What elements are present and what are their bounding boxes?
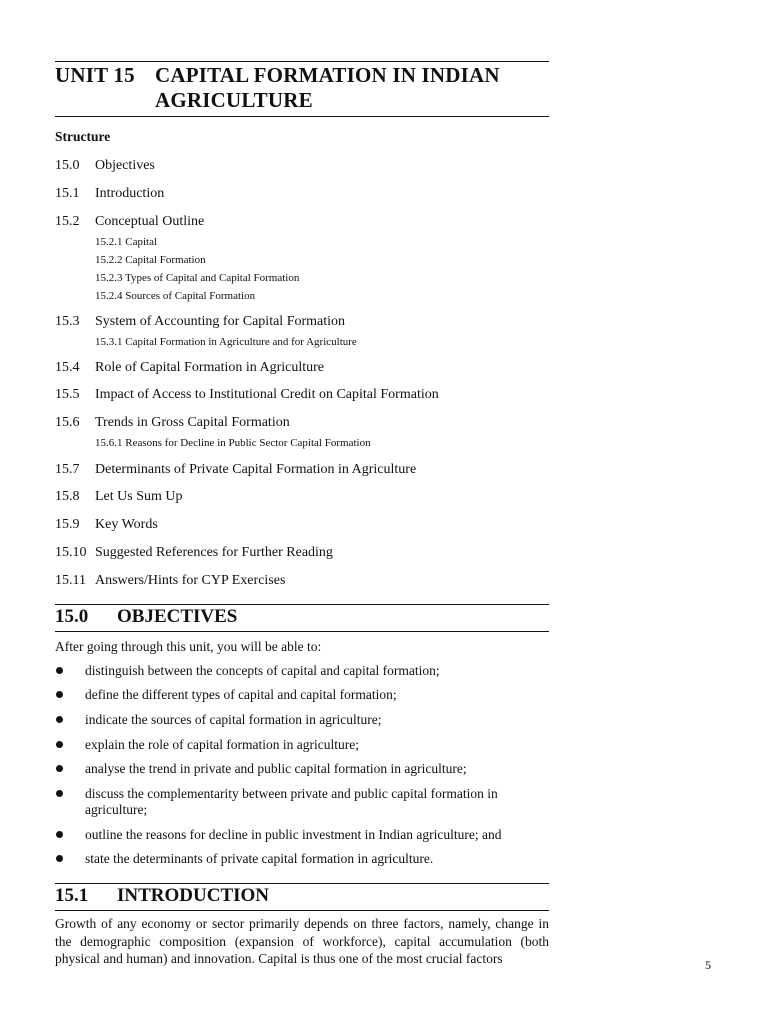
bullet-dot <box>56 855 63 862</box>
bullet-dot <box>56 765 63 772</box>
list-item <box>55 687 549 703</box>
toc-num: 15.2 <box>55 214 80 229</box>
page-number: 5 <box>705 958 711 972</box>
bullet-dot <box>56 790 63 797</box>
toc-num: 15.4 <box>55 360 80 375</box>
toc-subitem: 15.3.1 Capital Formation in Agriculture and for Agriculture <box>95 336 357 348</box>
bullet-dot <box>56 716 63 723</box>
bullet-dot <box>56 667 63 674</box>
toc-item <box>55 572 285 590</box>
section-title: INTRODUCTION <box>117 885 270 906</box>
toc-item <box>55 359 324 377</box>
section-title: OBJECTIVES <box>117 606 238 627</box>
toc-label: Key Words <box>95 517 158 532</box>
toc-subitem: 15.6.1 Reasons for Decline in Public Sector Capital Formation <box>95 437 371 449</box>
toc-label: System of Accounting for Capital Formation <box>95 314 346 329</box>
list-item-text: state the determinants of private capital formation in agriculture. <box>85 851 434 866</box>
toc-label: Suggested References for Further Reading <box>95 545 333 560</box>
objectives-heading <box>55 606 237 628</box>
toc-label: Objectives <box>95 158 155 173</box>
unit-number: UNIT 15 <box>55 63 135 87</box>
toc-num: 15.0 <box>55 158 80 173</box>
toc-item <box>55 488 183 506</box>
title-bottom-rule <box>55 116 549 117</box>
introduction-bottom-rule <box>55 910 549 911</box>
introduction-heading <box>55 885 269 907</box>
unit-title-line1: CAPITAL FORMATION IN INDIAN <box>155 63 500 87</box>
toc-item <box>55 313 345 331</box>
list-item <box>55 761 549 777</box>
bullet-dot <box>56 741 63 748</box>
toc-num: 15.7 <box>55 462 80 477</box>
toc-subitem: 15.2.3 Types of Capital and Capital Formation <box>95 272 300 284</box>
section-number: 15.1 <box>55 885 89 906</box>
toc-label: Trends in Gross Capital Formation <box>95 415 290 430</box>
list-item <box>55 786 549 818</box>
list-item-text: outline the reasons for decline in public investment in Indian agriculture; and <box>85 827 502 842</box>
toc-subitem: 15.2.4 Sources of Capital Formation <box>95 290 256 302</box>
objectives-bottom-rule <box>55 631 549 632</box>
bullet-dot <box>56 831 63 838</box>
toc-subitem: 15.2.1 Capital <box>95 236 158 248</box>
list-item-text: analyse the trend in private and public capital formation in agriculture; <box>85 761 467 776</box>
toc-subitem: 15.2.2 Capital Formation <box>95 254 206 266</box>
toc-num: 15.8 <box>55 489 80 504</box>
list-item <box>55 827 549 843</box>
toc-num: 15.5 <box>55 387 80 402</box>
toc-label: Determinants of Private Capital Formation in Agriculture <box>95 462 417 477</box>
unit-title <box>55 63 549 113</box>
toc-item <box>55 157 155 175</box>
toc-num: 15.1 <box>55 186 80 201</box>
toc-item <box>55 386 439 404</box>
toc-label: Role of Capital Formation in Agriculture <box>95 360 325 375</box>
list-item-text: distinguish between the concepts of capital and capital formation; <box>85 663 440 678</box>
toc-item <box>55 213 204 231</box>
toc-item <box>55 516 158 534</box>
toc-label: Let Us Sum Up <box>95 489 183 504</box>
introduction-top-rule <box>55 883 549 884</box>
toc-num: 15.9 <box>55 517 80 532</box>
list-item <box>55 737 549 753</box>
unit-title-line2: AGRICULTURE <box>155 88 313 112</box>
toc-num: 15.11 <box>55 573 86 588</box>
list-item-text: explain the role of capital formation in agriculture; <box>85 737 360 752</box>
list-item-text: define the different types of capital and capital formation; <box>85 687 397 702</box>
structure-heading: Structure <box>55 129 111 144</box>
toc-num: 15.6 <box>55 415 80 430</box>
toc-label: Conceptual Outline <box>95 214 205 229</box>
list-item-text: discuss the complementarity between private and public capital formation in agriculture; <box>85 786 498 817</box>
toc-item <box>55 414 290 432</box>
objectives-top-rule <box>55 604 549 605</box>
toc-label: Answers/Hints for CYP Exercises <box>95 573 286 588</box>
toc-label: Impact of Access to Institutional Credit on Capital Formation <box>95 387 439 402</box>
toc-num: 15.10 <box>55 545 87 560</box>
section-number: 15.0 <box>55 606 89 627</box>
bullet-dot <box>56 691 63 698</box>
toc-item <box>55 544 333 562</box>
title-top-rule <box>55 61 549 62</box>
toc-num: 15.3 <box>55 314 80 329</box>
toc-item <box>55 185 164 203</box>
objectives-intro: After going through this unit, you will be able to: <box>55 639 322 654</box>
list-item-text: indicate the sources of capital formation in agriculture; <box>85 712 382 727</box>
toc-item <box>55 461 416 479</box>
toc-label: Introduction <box>95 186 165 201</box>
list-item <box>55 663 549 679</box>
list-item <box>55 851 549 867</box>
introduction-paragraph: Growth of any economy or sector primarily depends on three factors, namely, change in the demographic composition (expansion of workforce), capital accumulation (both physical and human) and innovation. Capital is thus one of the most crucial factors <box>55 916 549 966</box>
list-item <box>55 712 549 728</box>
